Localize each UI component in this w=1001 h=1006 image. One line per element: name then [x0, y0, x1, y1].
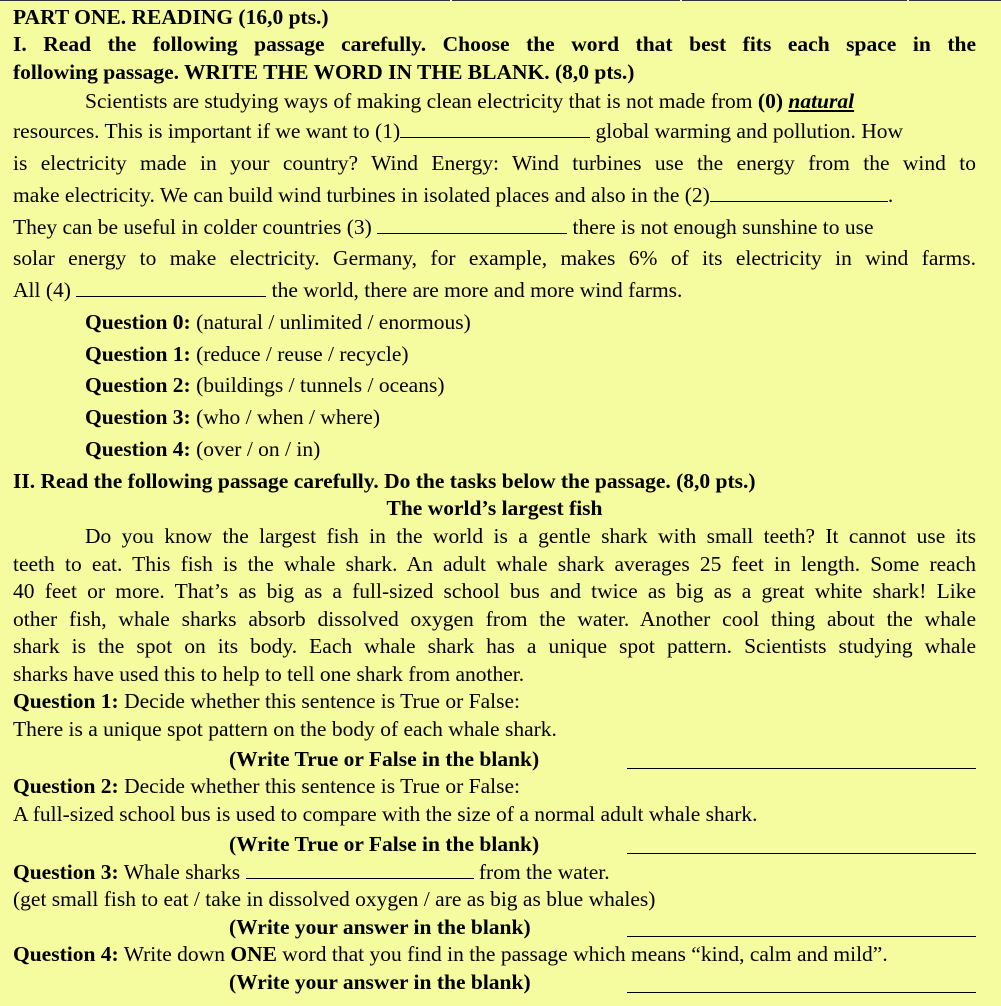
section1-heading-line2: following passage. WRITE THE WORD IN THE BLANK. (8,0 pts.): [13, 60, 635, 84]
question-text: Decide whether this sentence is True or False:: [124, 689, 520, 713]
question-options: (buildings / tunnels / oceans): [196, 373, 445, 397]
passage1-line3: is electricity made in your country? Wind Energy: Wind turbines use the energy from the wind to: [13, 151, 976, 175]
s2-question-2: [13, 773, 976, 800]
section1-heading-line1: I. Read the following passage carefully. Choose the word that best fits each space in the: [13, 32, 976, 56]
question-text: word that you find in the passage which means “kind, calm and mild”.: [282, 942, 888, 966]
passage1-line7: [13, 277, 976, 304]
s2-q3-inline-blank[interactable]: [246, 860, 474, 879]
s2-question-1: [13, 688, 976, 715]
passage1-text: .: [887, 183, 894, 207]
question-text: Whale sharks: [123, 860, 241, 884]
question-label: Question 4:: [85, 437, 191, 461]
passage1-text: Scientists are studying ways of making clean electricity that is not made from: [85, 89, 753, 113]
s2-question-4: [13, 941, 976, 968]
passage2-line2: teeth to eat. This fish is the whale shark. An adult whale shark averages 25 feet in length. Some reach: [13, 552, 976, 576]
s2-q2-answer-blank[interactable]: [627, 853, 976, 854]
passage1-line2: [13, 118, 976, 145]
question-4: [85, 436, 976, 463]
question-label: Question 0:: [85, 310, 191, 334]
answer-blank-2[interactable]: [710, 183, 888, 202]
question-0: [85, 309, 976, 336]
passage1-text: All (4): [13, 278, 71, 302]
question-label: Question 3:: [85, 405, 191, 429]
question-3: [85, 404, 976, 431]
question-options: (natural / unlimited / enormous): [196, 310, 471, 334]
s2-q2-instruction: (Write True or False in the blank): [229, 832, 540, 856]
question-text: Decide whether this sentence is True or False:: [124, 774, 520, 798]
passage1-line6: solar energy to make electricity. Germany, for example, makes 6% of its electricity in wind farms.: [13, 246, 976, 270]
passage1-line1: [85, 88, 977, 115]
question-label: Question 3:: [13, 860, 119, 884]
passage1-line5: [13, 214, 976, 241]
question-label: Question 2:: [85, 373, 191, 397]
question-options: (reduce / reuse / recycle): [196, 342, 409, 366]
passage1-text: global warming and pollution. How: [595, 119, 904, 143]
passage2-line1: Do you know the largest fish in the world is a gentle shark with small teeth? It cannot use its: [85, 524, 976, 548]
question-options: (over / on / in): [196, 437, 321, 461]
question-label: Question 2:: [13, 774, 119, 798]
passage1-text: They can be useful in colder countries (3): [13, 215, 372, 239]
s2-q4-instruction: (Write your answer in the blank): [229, 970, 531, 994]
s2-q4-answer-blank[interactable]: [627, 992, 976, 993]
passage1-text: resources. This is important if we want to (1): [13, 119, 401, 143]
s2-question-3: [13, 859, 976, 886]
s2-q1-answer-blank[interactable]: [627, 768, 976, 769]
passage1-line4: [13, 182, 976, 209]
table-top-border: [0, 0, 1001, 2]
s2-q3-instruction: (Write your answer in the blank): [229, 915, 531, 939]
passage2-line3: 40 feet or more. That’s as big as a full-sized school bus and twice as big as a great white shark! Like: [13, 579, 976, 603]
s2-q1-instruction: (Write True or False in the blank): [229, 747, 540, 771]
question-label: Question 4:: [13, 942, 119, 966]
passage2-line5: shark is the spot on its body. Each whale shark has a unique spot pattern. Scientists studying whale: [13, 634, 976, 658]
question-label: Question 1:: [85, 342, 191, 366]
s2-q3-answer-blank[interactable]: [627, 936, 976, 937]
question-emphasis: ONE: [230, 942, 277, 966]
question-2: [85, 372, 976, 399]
example-marker: (0): [757, 89, 783, 113]
passage1-text: there is not enough sunshine to use: [572, 215, 874, 239]
example-answer: natural: [788, 89, 855, 113]
passage2-line4: other fish, whale sharks absorb dissolved oxygen from the water. Another cool thing about the whale: [13, 607, 976, 631]
section2-heading: II. Read the following passage carefully. Do the tasks below the passage. (8,0 pts.): [13, 469, 756, 493]
question-label: Question 1:: [13, 689, 119, 713]
s2-q2-statement: A full-sized school bus is used to compare with the size of a normal adult whale shark.: [13, 802, 758, 826]
s2-q3-options: (get small fish to eat / take in dissolved oxygen / are as big as blue whales): [13, 887, 656, 911]
passage1-text: the world, there are more and more wind farms.: [271, 278, 683, 302]
s2-q1-statement: There is a unique spot pattern on the body of each whale shark.: [13, 717, 557, 741]
answer-blank-3[interactable]: [377, 215, 567, 234]
question-text: Write down: [123, 942, 225, 966]
passage1-text: make electricity. We can build wind turbines in isolated places and also in the (2): [13, 183, 710, 207]
passage2-title: The world’s largest fish: [386, 496, 603, 520]
part-heading: PART ONE. READING (16,0 pts.): [13, 5, 329, 29]
question-options: (who / when / where): [196, 405, 380, 429]
question-text: from the water.: [478, 860, 610, 884]
passage2-line6: sharks have used this to help to tell one shark from another.: [13, 662, 525, 686]
question-1: [85, 341, 976, 368]
answer-blank-1[interactable]: [400, 119, 590, 138]
answer-blank-4[interactable]: [76, 278, 266, 297]
